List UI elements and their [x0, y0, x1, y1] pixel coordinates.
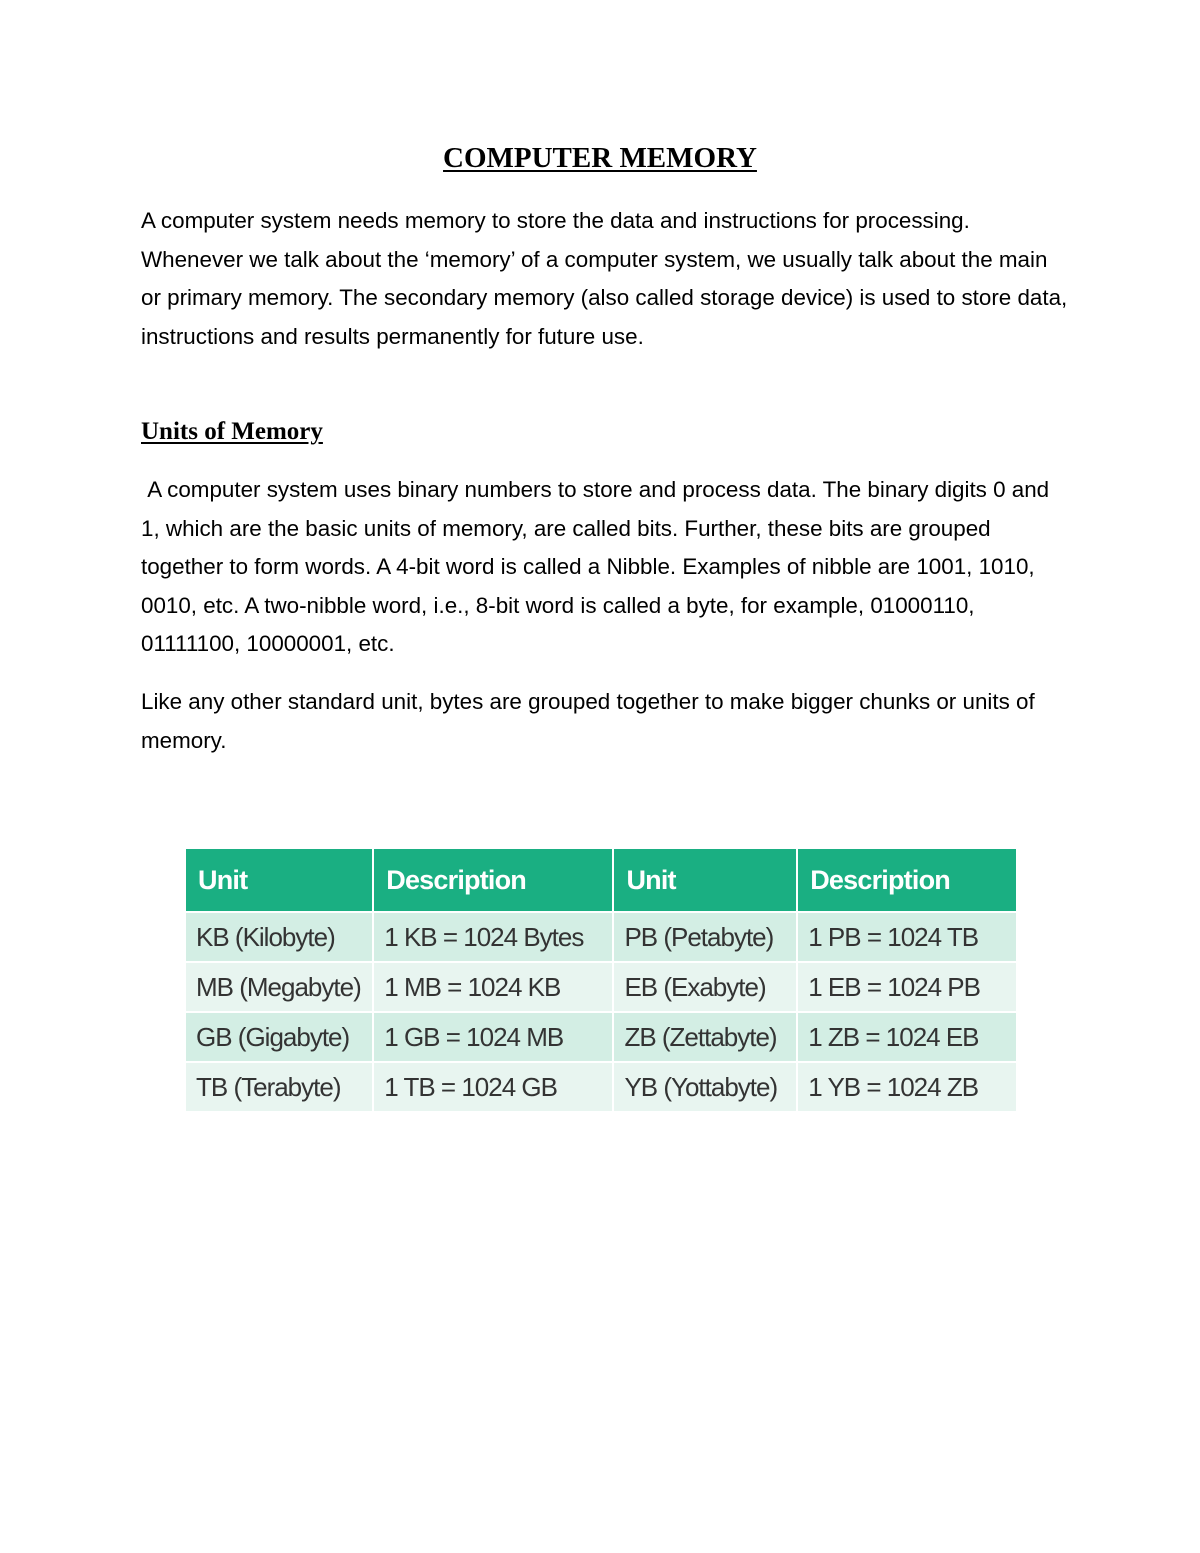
table-cell: 1 MB = 1024 KB — [374, 963, 612, 1011]
table-row — [186, 963, 1016, 1011]
table-cell: 1 KB = 1024 Bytes — [374, 913, 612, 961]
table-cell: 1 TB = 1024 GB — [374, 1063, 612, 1111]
table-cell: ZB (Zettabyte) — [614, 1013, 796, 1061]
table-header-row — [186, 849, 1016, 911]
table-cell: MB (Megabyte) — [186, 963, 372, 1011]
header-description: Description — [798, 849, 1016, 911]
table-row — [186, 1013, 1016, 1061]
chunks-paragraph: Like any other standard unit, bytes are grouped together to make bigger chunks or units of memory. — [141, 689, 1035, 753]
table-cell: 1 YB = 1024 ZB — [798, 1063, 1016, 1111]
table-cell: 1 ZB = 1024 EB — [798, 1013, 1016, 1061]
table-cell: PB (Petabyte) — [614, 913, 796, 961]
table-cell: KB (Kilobyte) — [186, 913, 372, 961]
table-cell: YB (Yottabyte) — [614, 1063, 796, 1111]
table-cell: GB (Gigabyte) — [186, 1013, 372, 1061]
units-paragraph: A computer system uses binary numbers to store and process data. The binary digits 0 and 1, which are the basic units of memory, are called bits. Further, these bits are grouped together to form words. A 4-bit word is called a Nibble. Examples of nibble are 1001, 1010, 0010, etc. A two-nibble word, i.e., 8-bit word is called a byte, for example, 01000110, 01111100, 10000001, etc. — [141, 477, 1056, 657]
table-cell: 1 GB = 1024 MB — [374, 1013, 612, 1061]
table-cell: 1 PB = 1024 TB — [798, 913, 1016, 961]
header-description: Description — [374, 849, 612, 911]
table-row — [186, 1063, 1016, 1111]
table-cell: 1 EB = 1024 PB — [798, 963, 1016, 1011]
table-cell: EB (Exabyte) — [614, 963, 796, 1011]
header-unit: Unit — [614, 849, 796, 911]
table-row — [186, 913, 1016, 961]
page-title: COMPUTER MEMORY — [443, 142, 757, 174]
units-of-memory-table — [184, 847, 1018, 1113]
units-table-container — [186, 847, 1020, 1113]
intro-paragraph: A computer system needs memory to store the data and instructions for processing. Whenever we talk about the ‘memory’ of a computer system, we usually talk about the main or primary memory. The secondary memory (also called storage device) is used to store data, instructions and results permanently for future use. — [141, 208, 1068, 349]
table-cell: TB (Terabyte) — [186, 1063, 372, 1111]
section-heading-units-of-memory: Units of Memory — [141, 418, 323, 445]
header-unit: Unit — [186, 849, 372, 911]
